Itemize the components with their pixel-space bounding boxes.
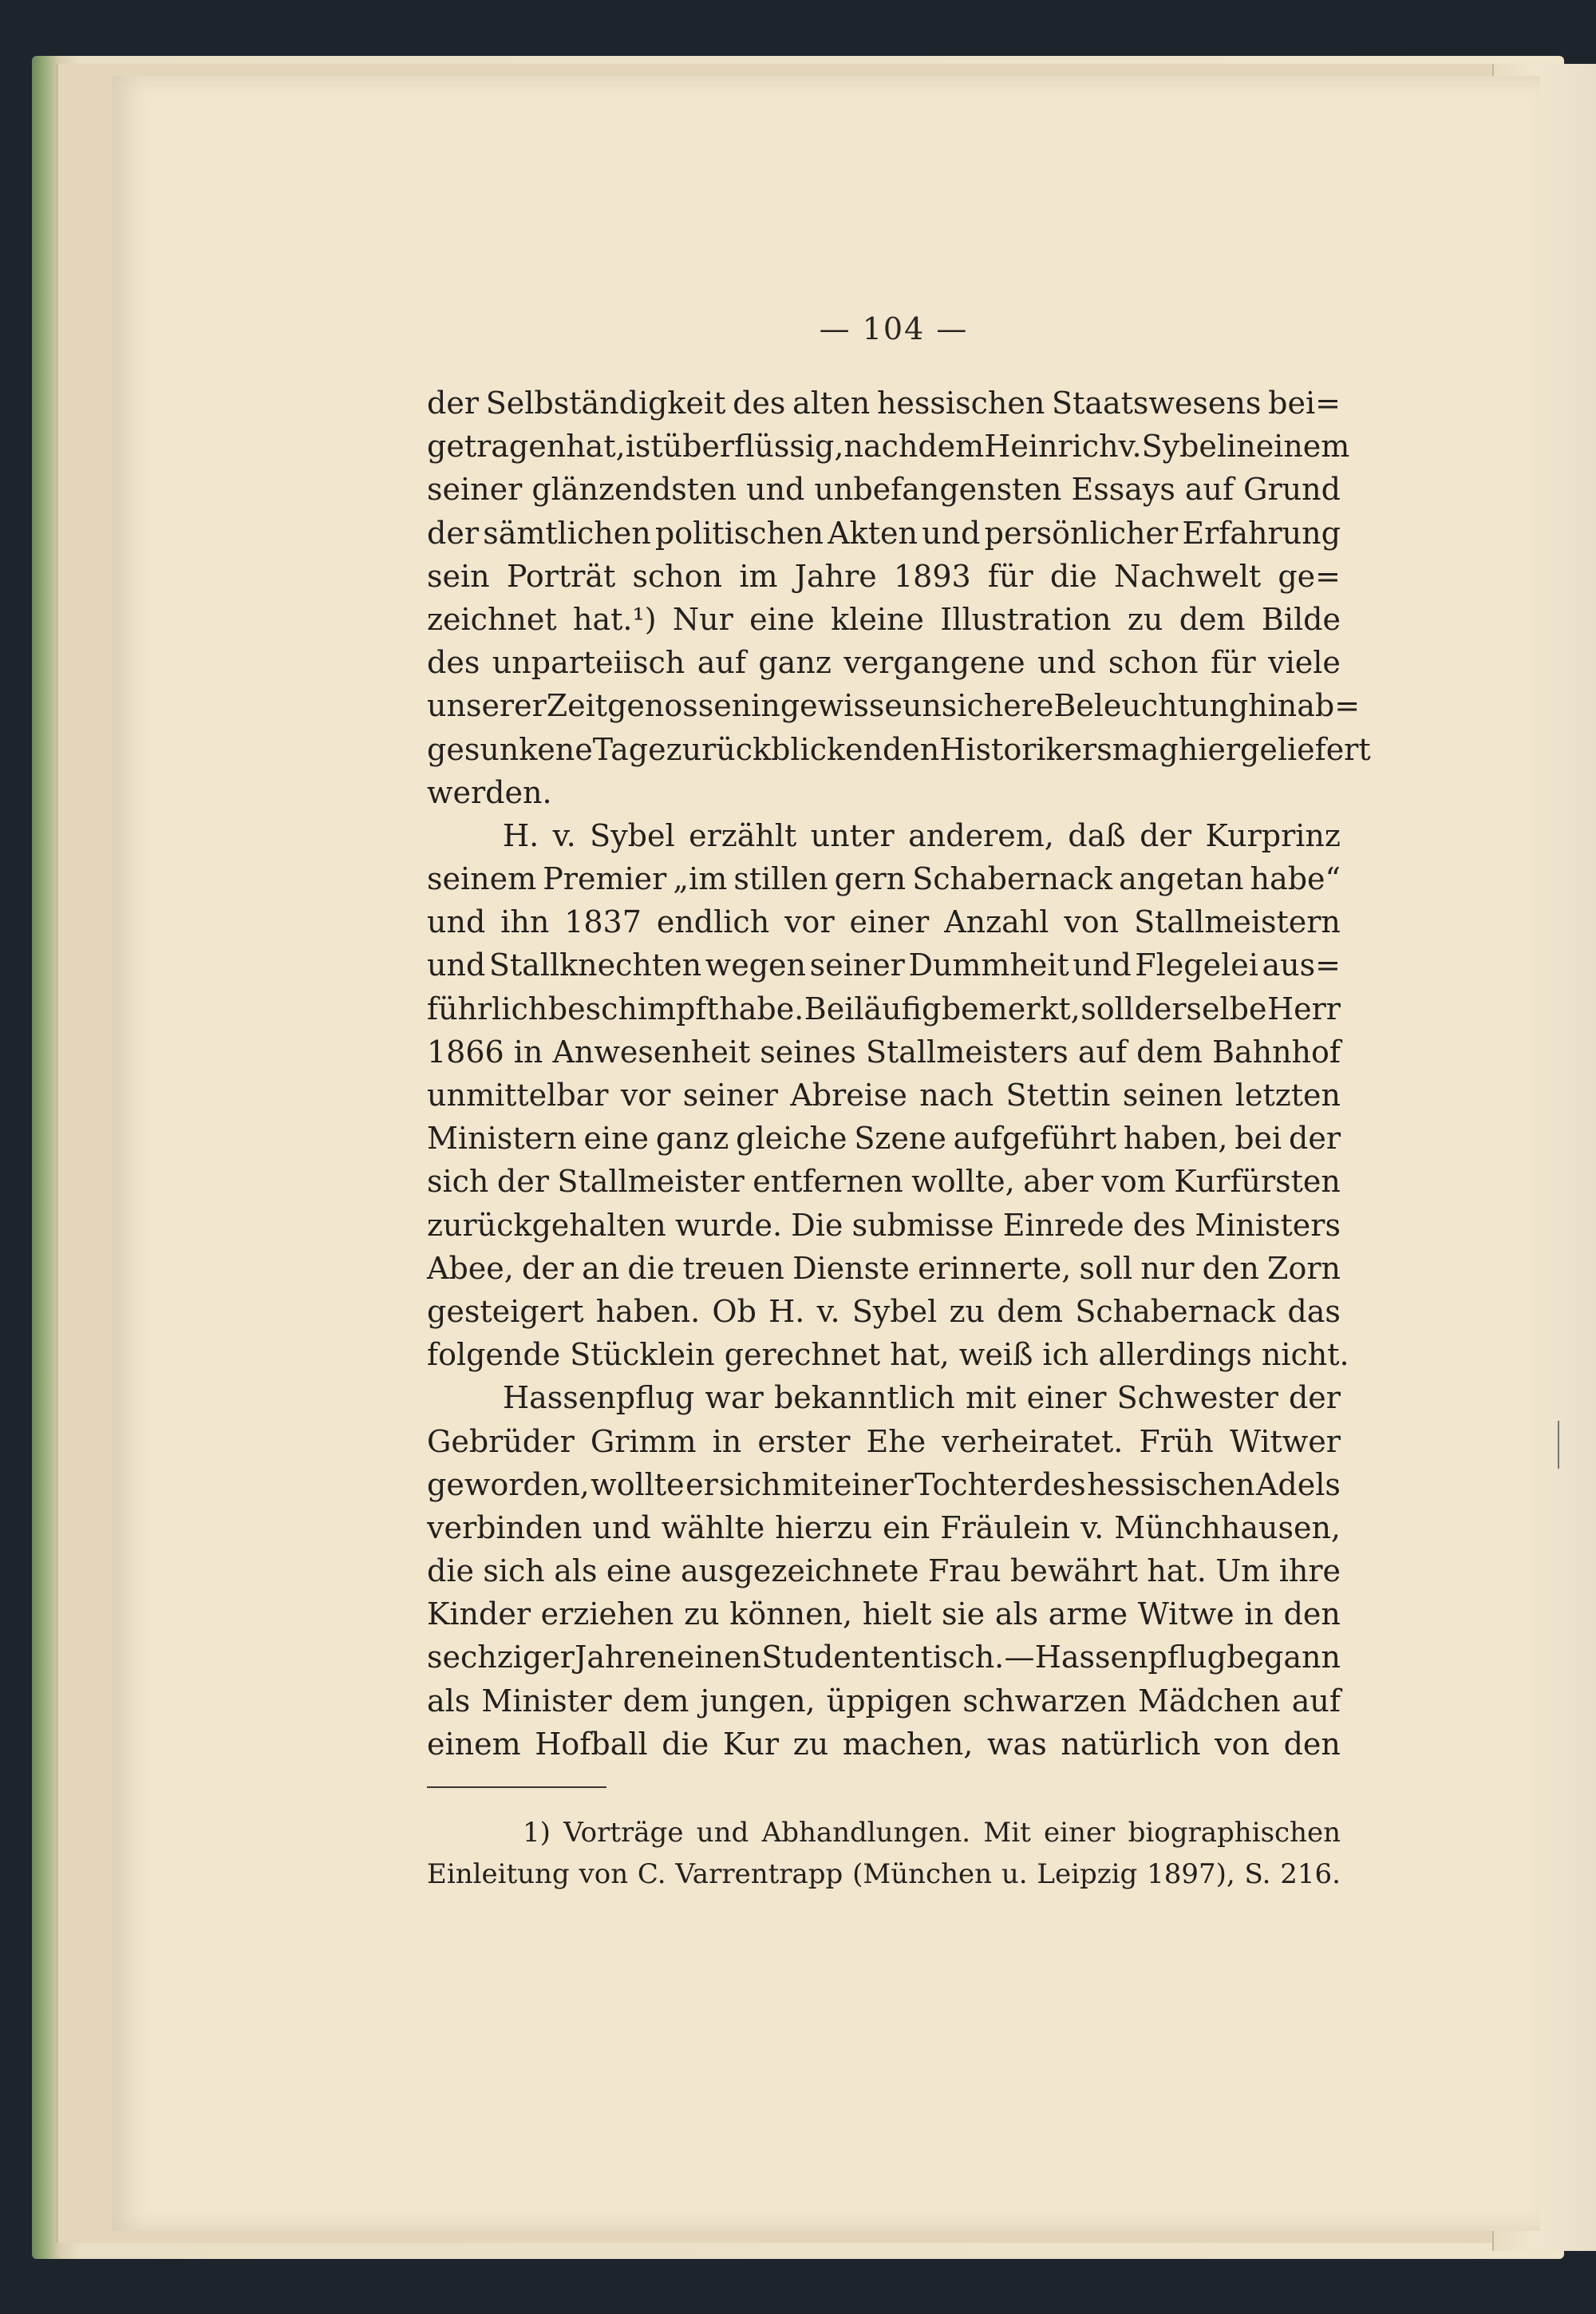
text-line: zurückgehalten wurde. Die submisse Einrede des Ministers (427, 1207, 1341, 1243)
footnote (427, 1812, 1341, 1895)
text-line: Abee, der an die treuen Dienste erinnerte, soll nur den Zorn (427, 1250, 1341, 1286)
text-line: Hassenpflug war bekanntlich mit einer Schwester der (503, 1380, 1341, 1416)
text-line: und Stallknechten wegen seiner Dummheit und Flegelei aus= (427, 947, 1341, 983)
text-line: geworden, wollte er sich mit einer Tochter des hessischen Adels (427, 1466, 1341, 1502)
text-line: sechziger Jahren einen Studententisch. — Hassenpflug begann (427, 1640, 1341, 1675)
text-line: des unparteiisch auf ganz vergangene und schon für viele (427, 645, 1341, 681)
text-line: der Selbständigkeit des alten hessischen Staatswesens bei= (427, 386, 1341, 421)
text-line: die sich als eine ausgezeichnete Frau bewährt hat. Um ihre (427, 1553, 1341, 1589)
footnote-divider (427, 1786, 606, 1788)
text-line: verbinden und wählte hierzu ein Fräulein v. Münchhausen, (427, 1509, 1341, 1545)
text-line: werden. (427, 774, 552, 810)
text-line: unserer Zeitgenossen in gewisse unsichere Beleuchtung hinab= (427, 688, 1361, 724)
text-line: Gebrüder Grimm in erster Ehe verheiratet. Früh Witwer (427, 1423, 1341, 1459)
text-line: zeichnet hat.¹) Nur eine kleine Illustration zu dem Bilde (427, 601, 1341, 637)
text-line: sich der Stallmeister entfernen wollte, aber vom Kurfürsten (427, 1164, 1341, 1200)
text-line: führlich beschimpft habe. Beiläufig bemerkt, soll derselbe Herr (427, 991, 1341, 1026)
page-number: — 104 — (819, 311, 969, 346)
facing-page-mark (1558, 1421, 1559, 1469)
text-line: gesunkene Tage zurückblickenden Historikers mag hier geliefert (427, 731, 1371, 767)
text-line: einem Hofball die Kur zu machen, was natürlich von den (427, 1726, 1341, 1762)
text-line: getragen hat, ist überflüssig, nachdem Heinrich v. Sybel in einem (427, 429, 1350, 465)
text-line: folgende Stücklein gerechnet hat, weiß ich allerdings nicht. (427, 1337, 1349, 1373)
text-line: gesteigert haben. Ob H. v. Sybel zu dem Schabernack das (427, 1293, 1341, 1329)
text-line: seiner glänzendsten und unbefangensten Essays auf Grund (427, 472, 1341, 508)
text-line: und ihn 1837 endlich vor einer Anzahl von Stallmeistern (427, 904, 1341, 940)
text-line: seinem Premier „im stillen gern Schabernack angetan habe“ (427, 861, 1341, 897)
text-line: der sämtlichen politischen Akten und persönlicher Erfahrung (427, 515, 1341, 551)
footnote-line: 1) Vorträge und Abhandlungen. Mit einer biographischen (523, 1817, 1341, 1849)
text-line: Kinder erziehen zu können, hielt sie als arme Witwe in den (427, 1596, 1341, 1632)
text-line: H. v. Sybel erzählt unter anderem, daß der Kurprinz (503, 817, 1341, 853)
text-line: sein Porträt schon im Jahre 1893 für die Nachwelt ge= (427, 558, 1341, 594)
text-line: unmittelbar vor seiner Abreise nach Stettin seinen letzten (427, 1078, 1341, 1113)
footnote-line: Einleitung von C. Varrentrapp (München u. Leipzig 1897), S. 216. (427, 1858, 1341, 1890)
body-text (427, 382, 1371, 1766)
text-line: Ministern eine ganz gleiche Szene aufgeführt haben, bei der (427, 1121, 1341, 1157)
text-line: als Minister dem jungen, üppigen schwarzen Mädchen auf (427, 1683, 1341, 1719)
text-line: 1866 in Anwesenheit seines Stallmeisters auf dem Bahnhof (427, 1034, 1341, 1070)
